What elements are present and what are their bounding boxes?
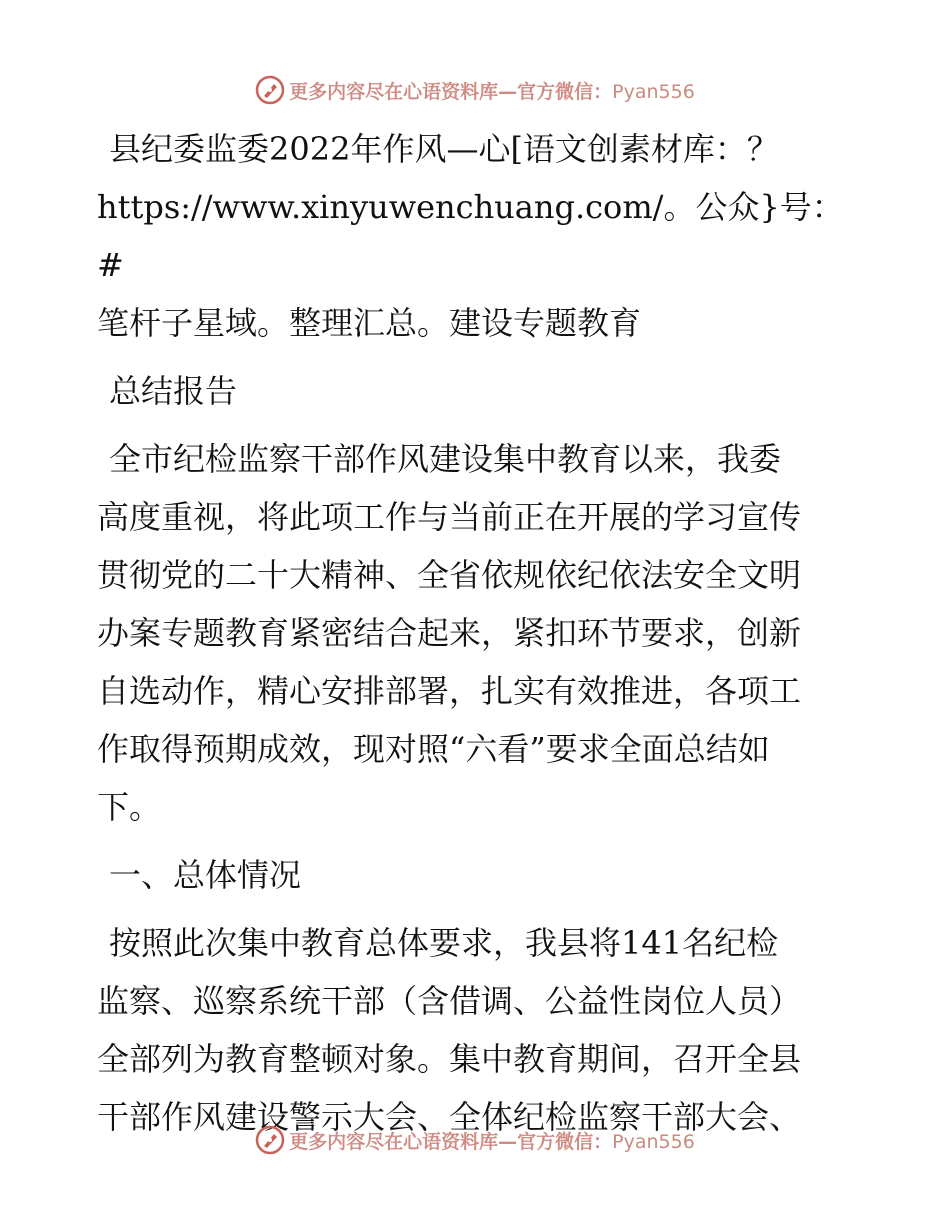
paragraph-line: 监察、巡察系统干部（含借调、公益性岗位人员）: [97, 982, 802, 1020]
paragraph-line: 全部列为教育整顿对象。集中教育期间，召开全县: [97, 1040, 802, 1078]
pen-nib-logo-icon: [255, 75, 285, 105]
document-subtitle: 总结报告: [109, 372, 238, 410]
header-watermark-banner: [0, 70, 950, 110]
banner-text: 更多内容尽在心语资料库—官方微信：Pyan556: [289, 1130, 695, 1153]
paragraph-line: 按照此次集中教育总体要求，我县将141名纪检: [109, 924, 779, 962]
footer-watermark-banner: [0, 1120, 950, 1160]
title-line: https://www.xinyuwenchuang.com/。公众}号：#: [97, 188, 844, 284]
paragraph-line: 全市纪检监察干部作风建设集中教育以来，我委: [109, 440, 782, 478]
paragraph-1: [97, 430, 857, 836]
paragraph-line: 办案专题教育紧密结合起来，紧扣环节要求，创新: [97, 614, 802, 652]
paragraph-line: 下。: [97, 788, 162, 826]
banner-text: 更多内容尽在心语资料库—官方微信：Pyan556: [289, 80, 695, 103]
document-body: [97, 120, 857, 1146]
paragraph-line: 高度重视，将此项工作与当前正在开展的学习宣传: [97, 498, 802, 536]
document-title: [97, 120, 857, 352]
title-line: 笔杆子星域。整理汇总。建设专题教育: [97, 304, 642, 342]
section-heading: 一、总体情况: [109, 856, 302, 894]
paragraph-line: 干部作风建设警示大会、全体纪检监察干部大会、: [97, 1098, 802, 1136]
paragraph-2: [97, 914, 857, 1146]
paragraph-line: 作取得预期成效，现对照“六看”要求全面总结如: [97, 730, 770, 768]
pen-nib-logo-icon: [255, 1125, 285, 1155]
paragraph-line: 贯彻党的二十大精神、全省依规依纪依法安全文明: [97, 556, 802, 594]
paragraph-line: 自选动作，精心安排部署，扎实有效推进，各项工: [97, 672, 802, 710]
title-line: 县纪委监委2022年作风—心[语文创素材库：？: [109, 130, 779, 168]
